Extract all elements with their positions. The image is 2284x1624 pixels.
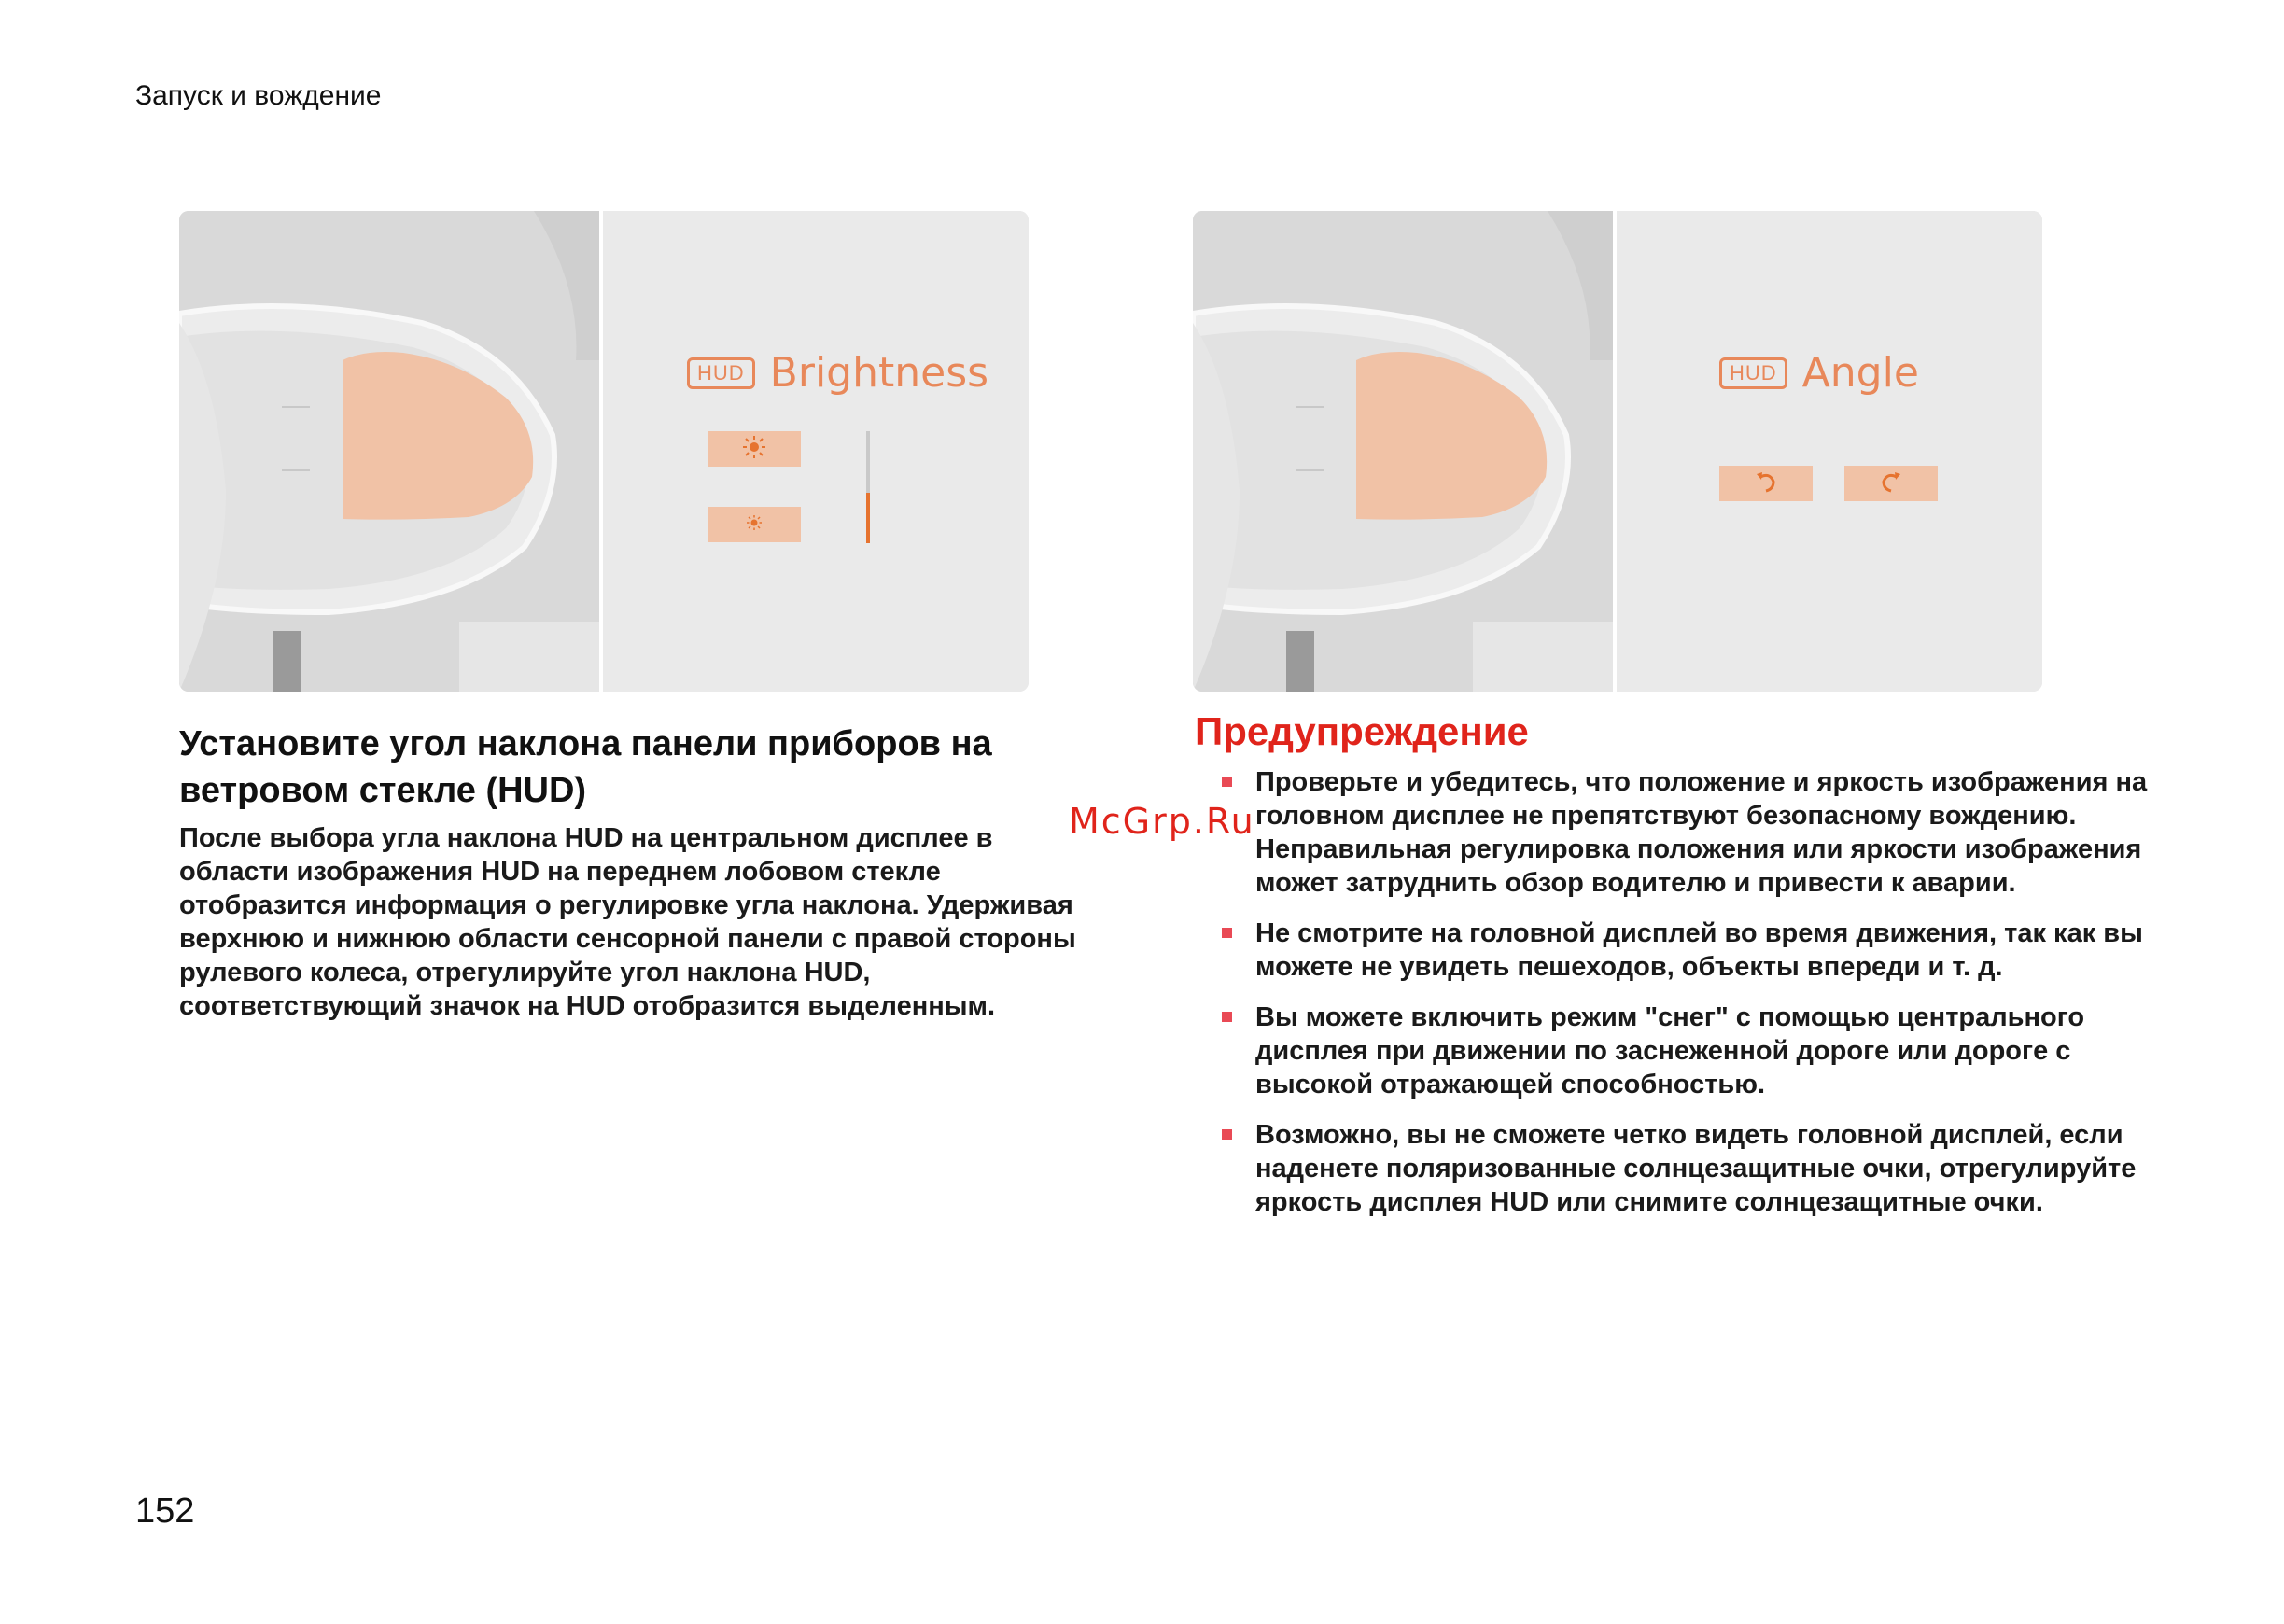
- hud-panel: [603, 211, 1029, 692]
- figure-hud-angle: [1193, 211, 2042, 692]
- warning-list: [1218, 765, 2161, 1236]
- bullet-square-icon: [1222, 777, 1232, 787]
- watermark: McGrp.Ru: [1069, 801, 1255, 842]
- bullet-square-icon: [1222, 1129, 1232, 1140]
- running-header: Запуск и вождение: [135, 80, 382, 111]
- brightness-slider: [866, 431, 870, 543]
- sun-large-icon: [742, 435, 766, 464]
- hud-title: [687, 349, 988, 397]
- warning-title: Предупреждение: [1195, 709, 1529, 753]
- hud-label: Brightness: [769, 349, 989, 397]
- warning-item: [1218, 917, 2161, 984]
- brightness-up-button: [708, 431, 801, 467]
- warning-item: [1218, 1118, 2161, 1219]
- warning-item-text: Возможно, вы не сможете четко видеть головной дисплей, если наденете поляризованные солнцезащитные очки, отрегулируйте яркость дисплея HUD или снимите солнцезащитные очки.: [1255, 1120, 2137, 1217]
- warning-item: [1218, 765, 2161, 900]
- hud-panel: [1617, 211, 2042, 692]
- section-title: Установите угол наклона панели приборов на ветровом стекле (HUD): [179, 724, 992, 810]
- page-number: 152: [135, 1491, 195, 1531]
- brightness-down-button: [708, 507, 801, 542]
- figure-hud-brightness: [179, 211, 1029, 692]
- warning-item-text: Вы можете включить режим "снег" с помощью центрального дисплея при движении по заснеженной дороге или дороге с высокой отражающей способностью.: [1255, 1002, 2085, 1099]
- rotate-counterclockwise-icon: [1753, 469, 1779, 499]
- hud-badge: HUD: [687, 357, 755, 389]
- angle-rotate-right-button: [1844, 466, 1938, 501]
- sun-small-icon: [746, 514, 763, 536]
- warning-item: [1218, 1001, 2161, 1101]
- steering-wheel-illustration: [1193, 211, 1613, 692]
- hud-badge: HUD: [1719, 357, 1787, 389]
- warning-item-text: Проверьте и убедитесь, что положение и яркость изображения на головном дисплее не препятствуют безопасному вождению. Неправильная регулировка положения или яркости изображения может затруднить обзор водителю и привести к аварии.: [1255, 767, 2148, 898]
- warning-item-text: Не смотрите на головной дисплей во время движения, так как вы можете не увидеть пешеходов, объекты впереди и т. д.: [1255, 918, 2143, 982]
- steering-wheel-illustration: [179, 211, 599, 692]
- hud-label: Angle: [1801, 349, 1919, 397]
- bullet-square-icon: [1222, 928, 1232, 938]
- angle-rotate-left-button: [1719, 466, 1813, 501]
- hud-title: [1719, 349, 1919, 397]
- rotate-clockwise-icon: [1878, 469, 1904, 499]
- bullet-square-icon: [1222, 1012, 1232, 1022]
- section-body: После выбора угла наклона HUD на центральном дисплее в области изображения HUD на переднем лобовом стекле отобразится информация о регулировке угла наклона. Удерживая верхнюю и нижнюю области сенсорной панели с правой стороны рулевого колеса, отрегулируйте угол наклона HUD, соответствующий значок на HUD отобразится выделенным.: [179, 823, 1076, 1021]
- brightness-slider-fill: [866, 493, 870, 543]
